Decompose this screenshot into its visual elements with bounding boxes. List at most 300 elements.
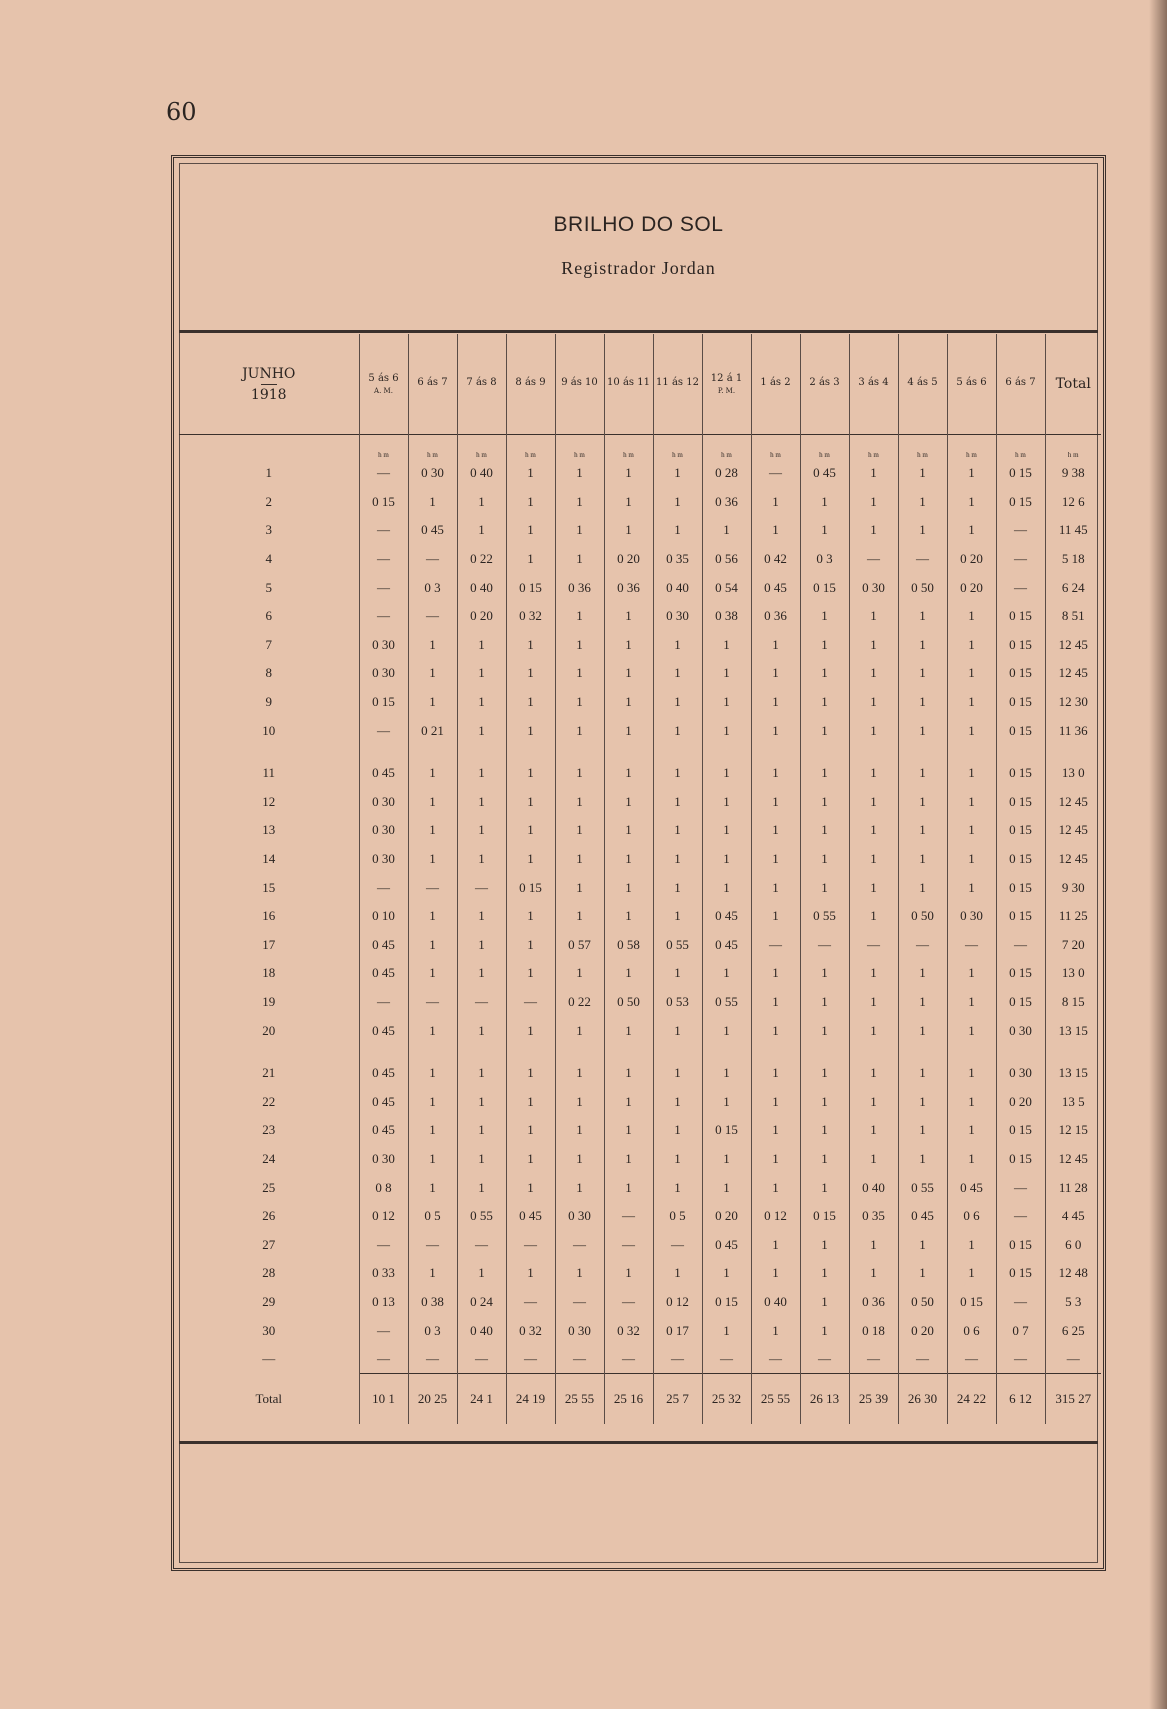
hour-value-cell: 1 (947, 759, 996, 788)
day-cell: 28 (179, 1259, 359, 1288)
row-total-cell: — (1066, 1351, 1080, 1367)
hour-value-cell: 0 15 (996, 1259, 1045, 1288)
hour-value-cell: — (555, 1345, 604, 1374)
hour-value-cell: 1 (947, 516, 996, 545)
hour-value-cell: 1 (408, 1016, 457, 1045)
spacer-cell (179, 1045, 359, 1059)
hour-value-cell: 1 (604, 716, 653, 745)
hour-value-cell: 1 (604, 902, 653, 931)
hour-value-cell: 1 (604, 845, 653, 874)
hour-value-cell: 0 30 (996, 1059, 1045, 1088)
hour-value-cell: 0 20 (947, 545, 996, 574)
hour-value-cell: 0 15 (996, 1145, 1045, 1174)
unit-label: h m (849, 435, 898, 460)
hour-value-cell: 0 30 (359, 1145, 408, 1174)
hour-value-cell: 0 54 (702, 573, 751, 602)
hour-value-cell: 0 50 (604, 988, 653, 1017)
unit-label: h m (457, 435, 506, 460)
hour-value-cell: 1 (800, 688, 849, 717)
hour-value-cell: 1 (555, 902, 604, 931)
hour-value-cell: 1 (506, 788, 555, 817)
hour-value-cell: 0 45 (359, 959, 408, 988)
sunshine-table-wrap (179, 334, 1098, 1424)
unit-label: h m (506, 435, 555, 460)
spacer-cell (506, 745, 555, 759)
day-cell: 12 (179, 788, 359, 817)
hour-value-cell: 1 (947, 959, 996, 988)
hour-value-cell: 1 (898, 488, 947, 517)
day-cell: 27 (179, 1230, 359, 1259)
hour-value-cell: — (457, 988, 506, 1017)
day-cell: 24 (179, 1145, 359, 1174)
hour-value-cell: 1 (604, 688, 653, 717)
hour-value-cell: 1 (800, 716, 849, 745)
unit-label: h m (996, 435, 1045, 460)
hour-value-cell: 1 (751, 1145, 800, 1174)
hour-column-label: 11 ás 12 (656, 377, 699, 388)
hour-value-cell: 0 30 (947, 902, 996, 931)
row-total-cell: 6 25 (1061, 1322, 1085, 1338)
hour-value-cell: 1 (898, 459, 947, 488)
hour-value-cell: 1 (947, 602, 996, 631)
hour-value-cell: 1 (849, 1259, 898, 1288)
hour-value-cell: 1 (653, 1116, 702, 1145)
table-row (179, 1202, 1101, 1231)
hour-value-cell: 1 (702, 716, 751, 745)
hour-value-cell: 1 (506, 488, 555, 517)
row-total-cell: 12 6 (1061, 493, 1085, 509)
hour-value-cell: 1 (947, 688, 996, 717)
hour-value-cell: 0 45 (506, 1202, 555, 1231)
hour-value-cell: 1 (849, 1145, 898, 1174)
hour-value-cell: 1 (702, 1259, 751, 1288)
hour-value-cell: 0 21 (408, 716, 457, 745)
row-total-cell: 6 0 (1065, 1236, 1082, 1252)
hour-value-cell: 1 (751, 1059, 800, 1088)
hour-value-cell: 1 (800, 1316, 849, 1345)
hour-value-cell: 1 (604, 631, 653, 660)
hour-value-cell: — (898, 1345, 947, 1374)
table-row (179, 1345, 1101, 1374)
day-cell: 13 (179, 816, 359, 845)
hour-value-cell: 1 (408, 902, 457, 931)
hour-value-cell: 1 (653, 759, 702, 788)
spacer-cell (1045, 745, 1101, 759)
hour-column-label: 12 á 1 (710, 373, 743, 384)
hour-value-cell: 1 (898, 1087, 947, 1116)
column-total-cell: 25 55 (555, 1374, 604, 1425)
month-year-divider (261, 384, 277, 385)
hour-value-cell: 0 15 (359, 688, 408, 717)
hour-value-cell: 0 50 (898, 902, 947, 931)
hour-value-cell: 0 40 (751, 1288, 800, 1317)
hour-value-cell: 0 18 (849, 1316, 898, 1345)
hour-value-cell: 1 (702, 959, 751, 988)
hour-column-label: 9 ás 10 (561, 377, 598, 388)
totals-row (179, 1374, 1101, 1425)
hour-value-cell: 1 (604, 873, 653, 902)
hour-column-header (800, 334, 849, 435)
hour-value-cell: 0 32 (506, 1316, 555, 1345)
hour-value-cell: — (751, 931, 800, 960)
hour-value-cell: 0 5 (653, 1202, 702, 1231)
hour-value-cell: 1 (849, 959, 898, 988)
hour-value-cell: 1 (457, 1059, 506, 1088)
hour-value-cell: — (555, 1230, 604, 1259)
hour-value-cell: 1 (849, 688, 898, 717)
hour-value-cell: 1 (702, 1016, 751, 1045)
hour-value-cell: 1 (604, 1059, 653, 1088)
hour-value-cell: 0 36 (555, 573, 604, 602)
hour-value-cell: 1 (898, 759, 947, 788)
hour-value-cell: 1 (947, 659, 996, 688)
hour-value-cell: — (408, 1345, 457, 1374)
hour-value-cell: 1 (751, 1173, 800, 1202)
hour-value-cell: 1 (408, 688, 457, 717)
hour-value-cell: 1 (555, 1116, 604, 1145)
hour-value-cell: 1 (653, 1016, 702, 1045)
spacer-cell (457, 745, 506, 759)
hour-value-cell: 1 (947, 1145, 996, 1174)
hour-value-cell: — (506, 1288, 555, 1317)
spacer-cell (947, 745, 996, 759)
table-frame (171, 155, 1106, 1571)
hour-value-cell: 0 3 (408, 573, 457, 602)
hour-value-cell: 1 (800, 759, 849, 788)
hour-value-cell: 1 (898, 873, 947, 902)
hour-value-cell: 1 (849, 1230, 898, 1259)
hour-value-cell: 1 (506, 1059, 555, 1088)
hour-value-cell: 1 (751, 516, 800, 545)
hour-value-cell: — (359, 988, 408, 1017)
hour-value-cell: 1 (947, 716, 996, 745)
hour-value-cell: 1 (457, 716, 506, 745)
row-total-cell: 12 15 (1058, 1122, 1088, 1138)
hour-value-cell: 0 45 (359, 1016, 408, 1045)
hour-value-cell: 0 15 (996, 959, 1045, 988)
hour-value-cell: 0 50 (898, 1288, 947, 1317)
hour-value-cell: — (800, 1345, 849, 1374)
hour-value-cell: 1 (800, 516, 849, 545)
table-row (179, 845, 1101, 874)
hour-column-header (555, 334, 604, 435)
table-row (179, 1173, 1101, 1202)
row-total-cell: 12 30 (1058, 694, 1088, 710)
footer-rule (179, 1441, 1098, 1444)
hour-value-cell: 1 (408, 1173, 457, 1202)
hour-value-cell: 1 (604, 516, 653, 545)
hour-value-cell: 1 (751, 631, 800, 660)
hour-value-cell: 1 (751, 1259, 800, 1288)
day-cell: 25 (179, 1173, 359, 1202)
sunshine-table (179, 334, 1101, 1424)
hour-value-cell: 1 (947, 488, 996, 517)
units-row (179, 435, 1101, 460)
hour-value-cell: 1 (800, 1230, 849, 1259)
hour-value-cell: 1 (849, 1016, 898, 1045)
column-total-cell: 25 7 (653, 1374, 702, 1425)
hour-value-cell: — (898, 931, 947, 960)
row-total-cell: 11 25 (1058, 908, 1088, 924)
row-total-cell: 12 45 (1058, 851, 1088, 867)
hour-value-cell: 0 15 (800, 1202, 849, 1231)
table-row (179, 816, 1101, 845)
hour-value-cell: 1 (604, 602, 653, 631)
hour-value-cell: 0 45 (408, 516, 457, 545)
column-total-cell: 25 55 (751, 1374, 800, 1425)
day-cell: 22 (179, 1087, 359, 1116)
row-total-cell: 8 51 (1061, 608, 1085, 624)
hour-value-cell: 1 (751, 788, 800, 817)
hour-value-cell: 0 32 (506, 602, 555, 631)
day-cell: 15 (179, 873, 359, 902)
page-number: 60 (166, 98, 197, 126)
row-total-cell: 12 45 (1058, 793, 1088, 809)
hour-column-label: 4 ás 5 (907, 377, 938, 388)
hour-value-cell: 1 (555, 788, 604, 817)
unit-label: h m (604, 435, 653, 460)
hour-value-cell: 1 (898, 659, 947, 688)
hour-value-cell: 1 (702, 1087, 751, 1116)
hour-value-cell: — (947, 1345, 996, 1374)
hour-value-cell: 0 3 (800, 545, 849, 574)
hour-value-cell: 1 (751, 1016, 800, 1045)
hour-value-cell: 1 (457, 688, 506, 717)
hour-value-cell: 1 (702, 816, 751, 845)
hour-value-cell: 1 (457, 631, 506, 660)
hour-value-cell: 1 (408, 1059, 457, 1088)
page-edge-shadow (1149, 0, 1167, 1709)
hour-value-cell: 1 (653, 1059, 702, 1088)
hour-value-cell: 1 (555, 631, 604, 660)
hour-value-cell: 0 8 (359, 1173, 408, 1202)
table-row (179, 931, 1101, 960)
hour-value-cell: — (457, 873, 506, 902)
hour-value-cell: 1 (751, 716, 800, 745)
unit-label: h m (702, 435, 751, 460)
hour-value-cell: 0 15 (996, 873, 1045, 902)
hour-value-cell: 1 (555, 959, 604, 988)
spacer-cell (653, 745, 702, 759)
hour-value-cell: 1 (604, 1173, 653, 1202)
hour-value-cell: 1 (506, 688, 555, 717)
hour-value-cell: 1 (898, 1259, 947, 1288)
hour-value-cell: 0 40 (653, 573, 702, 602)
hour-value-cell: 1 (849, 988, 898, 1017)
hour-value-cell: 1 (408, 488, 457, 517)
row-total-cell: 5 3 (1065, 1293, 1082, 1309)
hour-value-cell: 1 (898, 631, 947, 660)
day-cell: 10 (179, 716, 359, 745)
hour-value-cell: 1 (555, 716, 604, 745)
hour-value-cell: — (653, 1345, 702, 1374)
hour-value-cell: 1 (555, 816, 604, 845)
hour-value-cell: 0 15 (996, 845, 1045, 874)
table-row (179, 459, 1101, 488)
hour-value-cell: 1 (653, 902, 702, 931)
hour-value-cell: 1 (457, 902, 506, 931)
day-cell: 19 (179, 988, 359, 1017)
table-row (179, 1288, 1101, 1317)
hour-value-cell: 0 15 (996, 716, 1045, 745)
hour-value-cell: 1 (555, 1059, 604, 1088)
hour-value-cell: 0 36 (702, 488, 751, 517)
column-total-cell: 10 1 (359, 1374, 408, 1425)
hour-value-cell: 1 (653, 1259, 702, 1288)
column-total-cell: 20 25 (408, 1374, 457, 1425)
row-total-cell: 12 45 (1058, 665, 1088, 681)
hour-value-cell: 1 (751, 1316, 800, 1345)
hour-value-cell: 1 (506, 545, 555, 574)
hour-value-cell: 1 (604, 788, 653, 817)
hour-value-cell: — (506, 1345, 555, 1374)
hour-column-label: 5 ás 6 (956, 377, 987, 388)
hour-value-cell: 1 (800, 959, 849, 988)
hour-value-cell: 1 (947, 459, 996, 488)
unit-label: h m (800, 435, 849, 460)
hour-value-cell: 1 (947, 1259, 996, 1288)
row-total-cell: 13 0 (1061, 765, 1085, 781)
hour-value-cell: 1 (506, 459, 555, 488)
hour-value-cell: 1 (653, 716, 702, 745)
hour-value-cell: 1 (898, 1016, 947, 1045)
hour-value-cell: 1 (702, 516, 751, 545)
hour-value-cell: 1 (653, 873, 702, 902)
hour-value-cell: 0 45 (359, 1059, 408, 1088)
row-total-cell: 9 30 (1061, 879, 1085, 895)
year-label: 1918 (250, 386, 287, 403)
row-total-cell: 13 15 (1058, 1022, 1088, 1038)
hour-value-cell: 1 (653, 1087, 702, 1116)
spacer-cell (179, 745, 359, 759)
hour-value-cell: 1 (702, 688, 751, 717)
hour-value-cell: — (849, 545, 898, 574)
hour-value-cell: 1 (506, 845, 555, 874)
hour-value-cell: 0 13 (359, 1288, 408, 1317)
hour-column-header (506, 334, 555, 435)
hour-value-cell: 1 (800, 659, 849, 688)
table-row (179, 716, 1101, 745)
day-cell: 7 (179, 631, 359, 660)
hour-value-cell: 1 (653, 516, 702, 545)
hour-value-cell: 0 20 (947, 573, 996, 602)
table-row (179, 1230, 1101, 1259)
hour-value-cell: — (653, 1230, 702, 1259)
hour-value-cell: 1 (702, 659, 751, 688)
hour-value-cell: 0 10 (359, 902, 408, 931)
hour-value-cell: 1 (408, 816, 457, 845)
hour-value-cell: 1 (653, 688, 702, 717)
hour-value-cell: 1 (506, 716, 555, 745)
hour-value-cell: 1 (702, 759, 751, 788)
table-row (179, 688, 1101, 717)
hour-value-cell: 1 (555, 759, 604, 788)
day-cell: 30 (179, 1316, 359, 1345)
hour-value-cell: 1 (653, 659, 702, 688)
hour-value-cell: 0 58 (604, 931, 653, 960)
hour-value-cell: 1 (555, 845, 604, 874)
hour-value-cell: — (359, 1316, 408, 1345)
hour-value-cell: 1 (408, 1116, 457, 1145)
hour-value-cell: 1 (457, 516, 506, 545)
hour-value-cell: 1 (800, 1173, 849, 1202)
hour-value-cell: 1 (604, 1145, 653, 1174)
hour-value-cell: — (751, 459, 800, 488)
hour-value-cell: 1 (849, 1087, 898, 1116)
hour-value-cell: 0 38 (702, 602, 751, 631)
hour-value-cell: 1 (800, 1259, 849, 1288)
row-total-cell: 9 38 (1061, 465, 1085, 481)
column-total-cell: 25 32 (702, 1374, 751, 1425)
unit-label: h m (653, 435, 702, 460)
hour-column-header (653, 334, 702, 435)
hour-value-cell: 0 15 (506, 573, 555, 602)
spacer-cell (898, 1045, 947, 1059)
hour-value-cell: 1 (947, 1230, 996, 1259)
spacer-cell (555, 745, 604, 759)
spacer-cell (359, 745, 408, 759)
hour-value-cell: 1 (702, 1316, 751, 1345)
hour-value-cell: 0 30 (555, 1316, 604, 1345)
units-spacer (179, 435, 359, 460)
unit-label: h m (947, 435, 996, 460)
hour-value-cell: 1 (653, 488, 702, 517)
hour-value-cell: 0 35 (849, 1202, 898, 1231)
hour-column-label: 5 ás 6 (368, 373, 399, 384)
hour-value-cell: 1 (751, 988, 800, 1017)
hour-value-cell: — (457, 1230, 506, 1259)
hour-value-cell: 0 55 (457, 1202, 506, 1231)
hour-value-cell: 0 45 (702, 1230, 751, 1259)
hour-value-cell: 1 (849, 816, 898, 845)
hour-column-header (408, 334, 457, 435)
day-cell: 3 (179, 516, 359, 545)
day-cell: 6 (179, 602, 359, 631)
table-header-row (179, 334, 1101, 435)
day-cell: 2 (179, 488, 359, 517)
hour-value-cell: 1 (555, 688, 604, 717)
table-row (179, 788, 1101, 817)
spacer-cell (849, 1045, 898, 1059)
hour-column-header (849, 334, 898, 435)
spacer-cell (800, 1045, 849, 1059)
spacer-cell (898, 745, 947, 759)
hour-column-header (457, 334, 506, 435)
spacer-cell (1045, 1045, 1101, 1059)
hour-value-cell: — (457, 1345, 506, 1374)
hour-value-cell: 1 (947, 816, 996, 845)
hour-value-cell: — (359, 1230, 408, 1259)
hour-value-cell: 1 (408, 1145, 457, 1174)
hour-value-cell: 0 55 (898, 1173, 947, 1202)
header-rule (179, 330, 1098, 333)
hour-value-cell: 0 55 (800, 902, 849, 931)
table-row (179, 1316, 1101, 1345)
day-cell: 9 (179, 688, 359, 717)
page-subtitle: Registrador Jordan (561, 258, 716, 278)
table-row (179, 1259, 1101, 1288)
hour-value-cell: 1 (947, 631, 996, 660)
hour-value-cell: 1 (898, 845, 947, 874)
row-total-cell: 6 24 (1061, 579, 1085, 595)
hour-value-cell: — (996, 1288, 1045, 1317)
hour-value-cell: 1 (947, 845, 996, 874)
hour-value-cell: 1 (800, 1087, 849, 1116)
hour-column-header (702, 334, 751, 435)
spacer-cell (506, 1045, 555, 1059)
hour-value-cell: 0 38 (408, 1288, 457, 1317)
hour-value-cell: 1 (506, 1087, 555, 1116)
